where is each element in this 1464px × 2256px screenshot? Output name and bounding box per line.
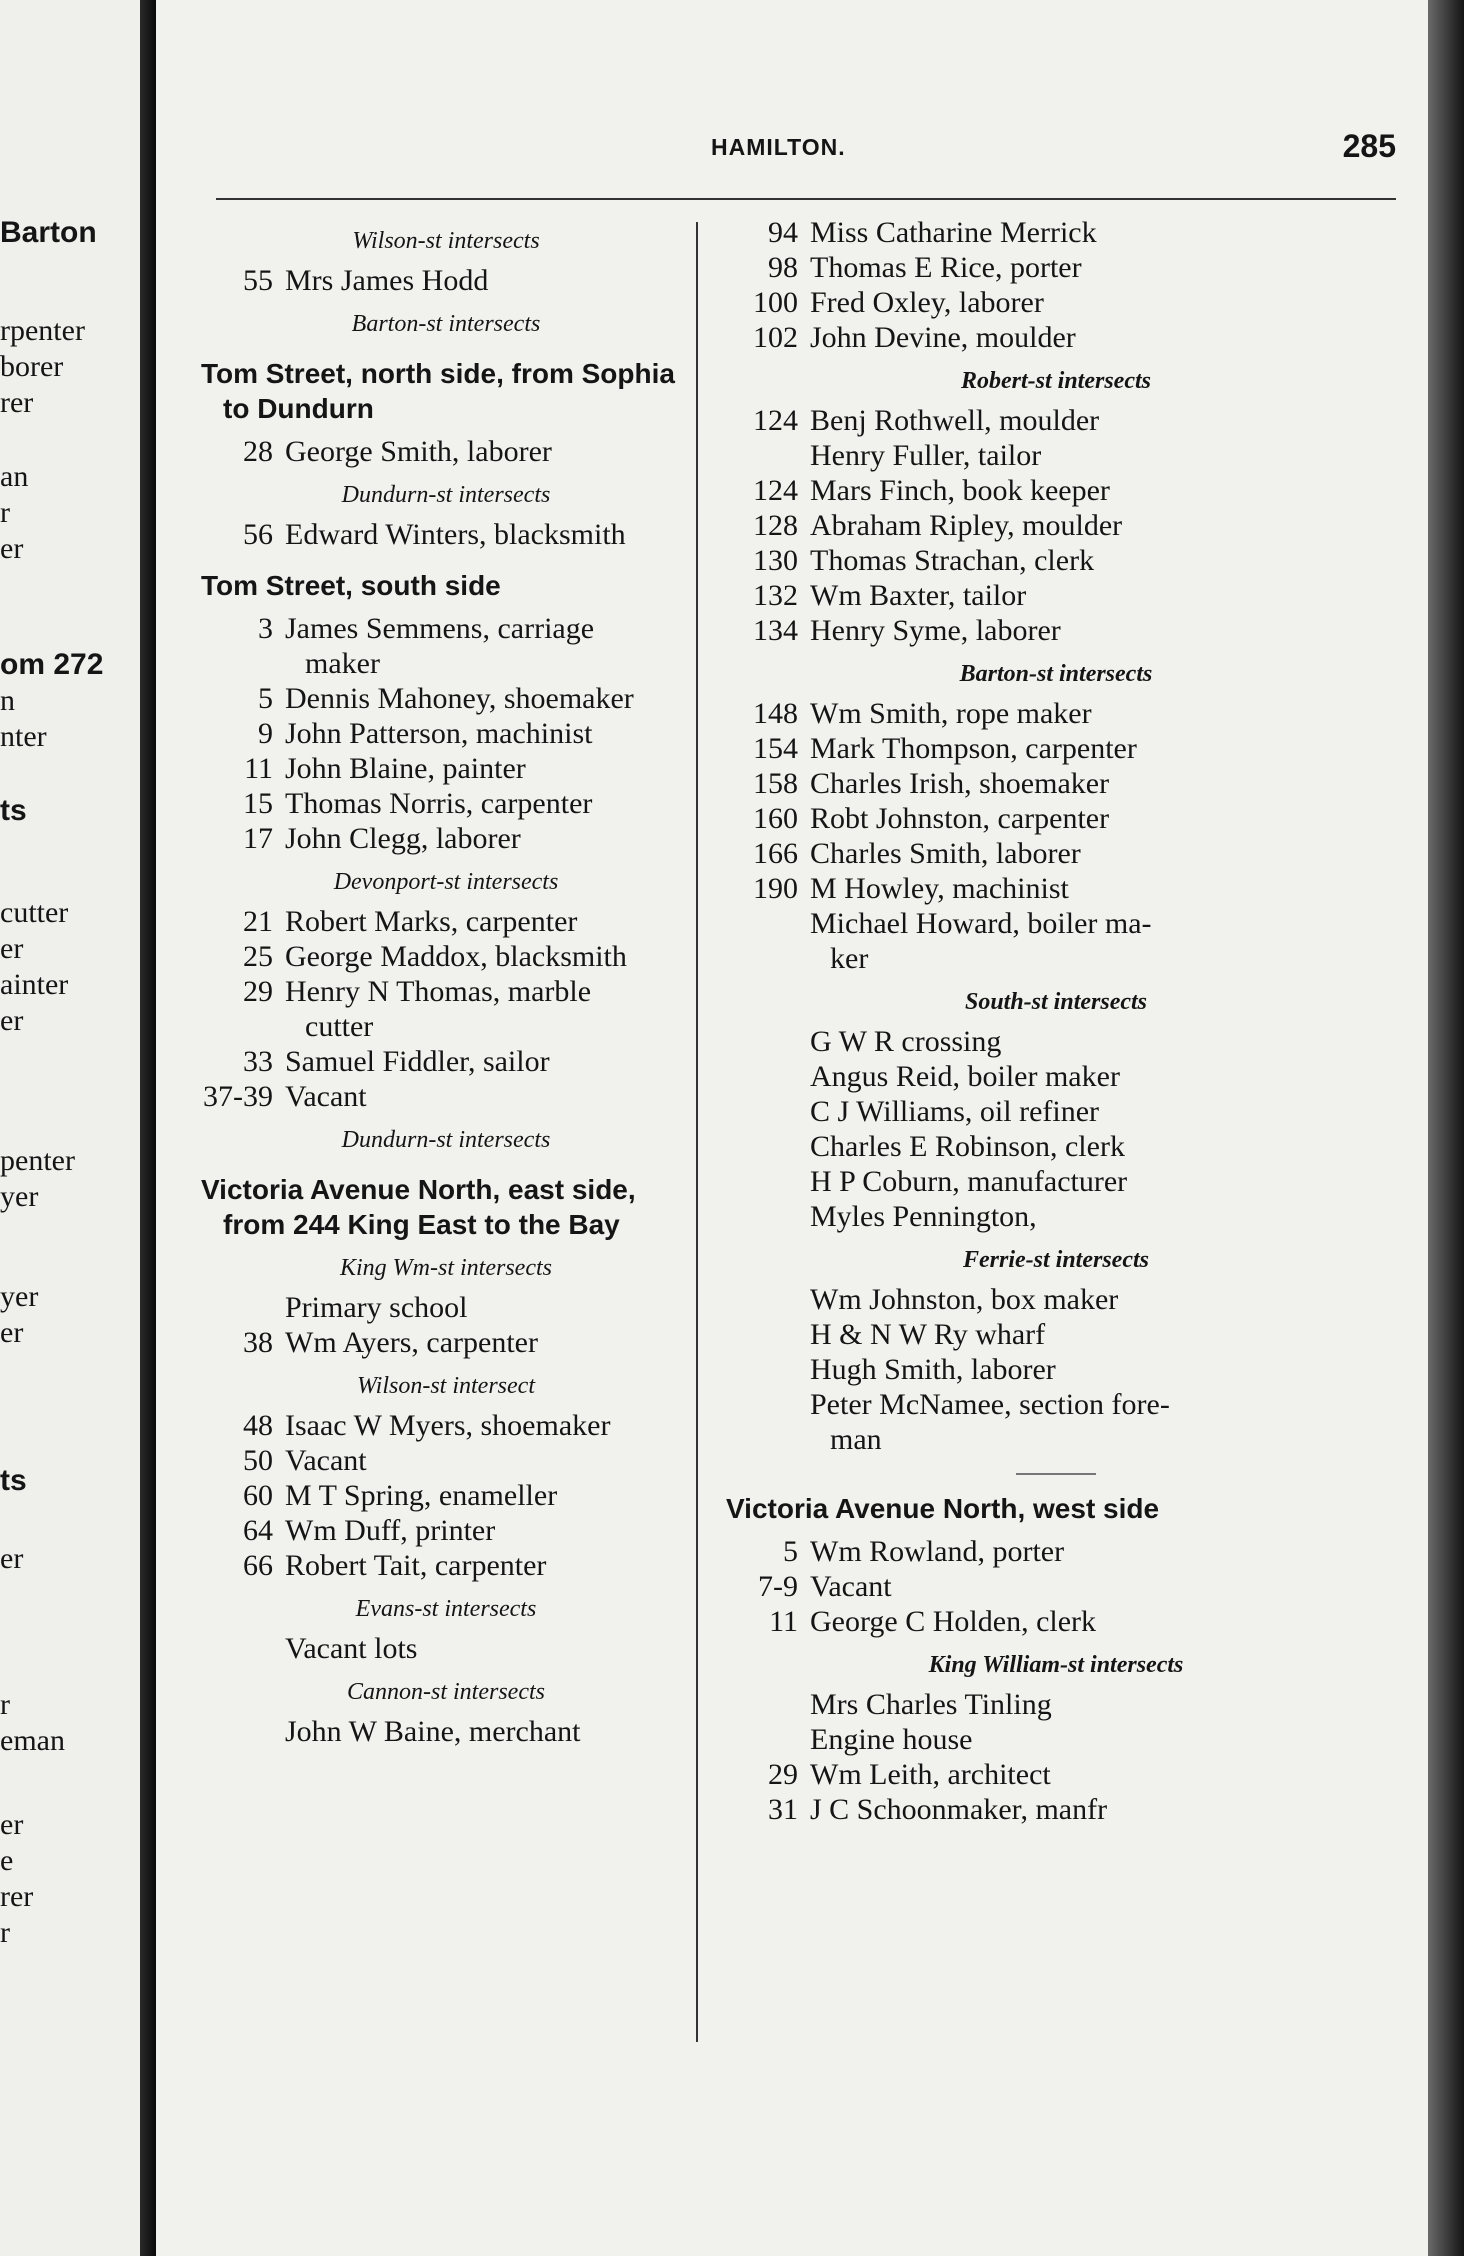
house-number: 21 xyxy=(243,905,273,938)
directory-entry xyxy=(726,1604,1386,1639)
house-number: 166 xyxy=(753,837,798,870)
house-number: 50 xyxy=(243,1444,273,1477)
facing-page-fragment xyxy=(0,0,140,2256)
house-number: 66 xyxy=(243,1549,273,1582)
right-column xyxy=(726,215,1386,1827)
directory-entry xyxy=(201,1548,691,1583)
page-edge xyxy=(1428,0,1464,2256)
entry-continuation: man xyxy=(830,1423,882,1456)
entry-continuation: cutter xyxy=(305,1010,374,1043)
resident-name: Myles Pennington, xyxy=(810,1200,1037,1233)
directory-entry xyxy=(726,696,1386,731)
facing-page-text: yer xyxy=(0,1180,39,1213)
resident-name: M Howley, machinist xyxy=(810,872,1069,905)
street-heading: Victoria Avenue North, west side xyxy=(726,1493,1160,1524)
directory-entry xyxy=(201,821,691,856)
house-number: 124 xyxy=(753,404,798,437)
resident-name: H & N W Ry wharf xyxy=(810,1318,1046,1351)
page-gutter-shadow xyxy=(140,0,156,2256)
facing-page-text: eman xyxy=(0,1724,65,1757)
directory-entry xyxy=(726,473,1386,508)
resident-name: Vacant xyxy=(285,1080,367,1113)
directory-entry xyxy=(726,543,1386,578)
facing-page-text: er xyxy=(0,1004,24,1037)
cross-street-label: Dundurn-st intersects xyxy=(341,482,551,508)
facing-page-text: er xyxy=(0,932,24,965)
resident-name: Wm Baxter, tailor xyxy=(810,579,1027,612)
directory-entry xyxy=(726,1722,1386,1757)
directory-entry xyxy=(726,1569,1386,1604)
running-head: HAMILTON. xyxy=(711,134,846,160)
house-number: 55 xyxy=(243,264,273,297)
directory-entry xyxy=(726,1164,1386,1199)
resident-name: John Patterson, machinist xyxy=(285,717,593,750)
resident-name: Charles Smith, laborer xyxy=(810,837,1081,870)
facing-page-text: er xyxy=(0,1316,24,1349)
resident-name: G W R crossing xyxy=(810,1025,1002,1058)
directory-entry xyxy=(726,285,1386,320)
house-number: 31 xyxy=(768,1793,798,1826)
house-number: 28 xyxy=(243,435,273,468)
facing-page-text: er xyxy=(0,1542,24,1575)
resident-name: J C Schoonmaker, manfr xyxy=(810,1793,1108,1826)
directory-entry xyxy=(201,751,691,786)
resident-name: C J Williams, oil refiner xyxy=(810,1095,1100,1128)
directory-entry xyxy=(201,1513,691,1548)
entry-continuation: maker xyxy=(305,647,380,680)
house-number: 148 xyxy=(753,697,798,730)
house-number: 48 xyxy=(243,1409,273,1442)
house-number: 33 xyxy=(243,1045,273,1078)
house-number: 17 xyxy=(243,822,273,855)
directory-entry xyxy=(201,939,691,974)
house-number: 64 xyxy=(243,1514,273,1547)
resident-name: Charles E Robinson, clerk xyxy=(810,1130,1125,1163)
house-number: 5 xyxy=(783,1535,798,1568)
directory-entry xyxy=(201,1044,691,1079)
resident-name: Robert Marks, carpenter xyxy=(285,905,578,938)
directory-entry xyxy=(726,1059,1386,1094)
directory-entry xyxy=(726,613,1386,648)
house-number: 29 xyxy=(243,975,273,1008)
directory-entry xyxy=(726,1024,1386,1059)
cross-street-label: Wilson-st intersect xyxy=(357,1373,535,1399)
directory-entry xyxy=(726,906,1386,941)
resident-name: Mrs Charles Tinling xyxy=(810,1688,1052,1721)
resident-name: Thomas E Rice, porter xyxy=(810,251,1082,284)
resident-name: Wm Duff, printer xyxy=(285,1514,496,1547)
directory-entry xyxy=(726,1534,1386,1569)
facing-page-text: Barton xyxy=(0,216,97,249)
house-number: 3 xyxy=(258,612,273,645)
street-heading: Tom Street, north side, from Sophia to Dundurn xyxy=(201,358,675,424)
directory-entry xyxy=(201,681,691,716)
resident-name: Charles Irish, shoemaker xyxy=(810,767,1110,800)
cross-street-label: King Wm-st intersects xyxy=(340,1255,552,1281)
directory-entry xyxy=(726,731,1386,766)
resident-name: Wm Rowland, porter xyxy=(810,1535,1065,1568)
facing-page-text: e xyxy=(0,1844,14,1877)
directory-entry xyxy=(201,1290,691,1325)
directory-entry xyxy=(726,1199,1386,1234)
directory-entry xyxy=(726,836,1386,871)
facing-page-text: r xyxy=(0,496,10,529)
directory-entry xyxy=(726,578,1386,613)
resident-name: H P Coburn, manufacturer xyxy=(810,1165,1128,1198)
resident-name: James Semmens, carriage xyxy=(285,612,595,645)
resident-name: Wm Leith, architect xyxy=(810,1758,1051,1791)
directory-entry xyxy=(201,716,691,751)
resident-name: Wm Johnston, box maker xyxy=(810,1283,1119,1316)
house-number: 130 xyxy=(753,544,798,577)
resident-name: John Blaine, painter xyxy=(285,752,526,785)
house-number: 160 xyxy=(753,802,798,835)
facing-page-text: ts xyxy=(0,1464,27,1497)
resident-name: Wm Smith, rope maker xyxy=(810,697,1092,730)
directory-entry xyxy=(726,508,1386,543)
directory-page xyxy=(156,0,1428,2256)
resident-name: Thomas Norris, carpenter xyxy=(285,787,593,820)
column-divider xyxy=(696,222,698,2042)
resident-name: Mark Thompson, carpenter xyxy=(810,732,1137,765)
resident-name: Dennis Mahoney, shoemaker xyxy=(285,682,634,715)
house-number: 190 xyxy=(753,872,798,905)
section-divider xyxy=(1016,1473,1096,1475)
cross-street-label: King William-st intersects xyxy=(928,1652,1184,1678)
resident-name: M T Spring, enameller xyxy=(285,1479,558,1512)
directory-entry xyxy=(201,1079,691,1114)
resident-name: George C Holden, clerk xyxy=(810,1605,1097,1638)
house-number: 128 xyxy=(753,509,798,542)
resident-name: Isaac W Myers, shoemaker xyxy=(285,1409,611,1442)
resident-name: George Maddox, blacksmith xyxy=(285,940,627,973)
resident-name: Benj Rothwell, moulder xyxy=(810,404,1100,437)
cross-street-label: Robert-st intersects xyxy=(961,368,1151,394)
directory-entry xyxy=(201,1478,691,1513)
house-number: 102 xyxy=(753,321,798,354)
directory-entry xyxy=(726,1687,1386,1722)
directory-entry xyxy=(726,1282,1386,1317)
resident-name: Engine house xyxy=(810,1723,973,1756)
directory-entry xyxy=(726,320,1386,355)
house-number: 7-9 xyxy=(758,1570,798,1603)
directory-entry xyxy=(726,1792,1386,1827)
resident-name: Hugh Smith, laborer xyxy=(810,1353,1056,1386)
directory-entry xyxy=(201,1408,691,1443)
facing-page-text: rpenter xyxy=(0,314,85,347)
house-number: 132 xyxy=(753,579,798,612)
directory-entry xyxy=(201,1714,691,1749)
house-number: 38 xyxy=(243,1326,273,1359)
facing-page-text: om 272 xyxy=(0,648,104,681)
directory-entry xyxy=(726,438,1386,473)
street-heading: Victoria Avenue North, east side, from 244 King East to the Bay xyxy=(201,1174,636,1240)
entry-continuation: ker xyxy=(830,942,869,975)
house-number: 29 xyxy=(768,1758,798,1791)
directory-entry xyxy=(726,871,1386,906)
resident-name: Henry N Thomas, marble xyxy=(285,975,592,1008)
facing-page-text: penter xyxy=(0,1144,75,1177)
resident-name: Samuel Fiddler, sailor xyxy=(285,1045,550,1078)
resident-name: Henry Syme, laborer xyxy=(810,614,1061,647)
facing-page-text: er xyxy=(0,1808,24,1841)
cross-street-label: Ferrie-st intersects xyxy=(963,1247,1149,1273)
resident-name: Mars Finch, book keeper xyxy=(810,474,1110,507)
house-number: 56 xyxy=(243,518,273,551)
resident-name: Michael Howard, boiler ma- xyxy=(810,907,1152,940)
left-column xyxy=(201,215,691,1749)
house-number: 25 xyxy=(243,940,273,973)
house-number: 5 xyxy=(258,682,273,715)
page-header xyxy=(216,128,1396,168)
cross-street-label: Barton-st intersects xyxy=(959,661,1153,687)
resident-name: Robert Tait, carpenter xyxy=(285,1549,547,1582)
cross-street-label: Barton-st intersects xyxy=(351,311,541,337)
header-rule xyxy=(216,198,1396,200)
house-number: 94 xyxy=(768,216,798,249)
resident-name: Thomas Strachan, clerk xyxy=(810,544,1095,577)
directory-entry xyxy=(726,1757,1386,1792)
page-number: 285 xyxy=(1342,128,1396,164)
directory-entry xyxy=(726,250,1386,285)
resident-name: Miss Catharine Merrick xyxy=(810,216,1097,249)
street-heading: Tom Street, south side xyxy=(201,570,501,601)
directory-entry xyxy=(201,904,691,939)
directory-entry xyxy=(726,1317,1386,1352)
facing-page-text: rer xyxy=(0,386,34,419)
facing-page-text: nter xyxy=(0,720,47,753)
house-number: 158 xyxy=(753,767,798,800)
directory-entry xyxy=(201,786,691,821)
directory-entry xyxy=(726,1352,1386,1387)
directory-entry xyxy=(201,434,691,469)
facing-page-text: er xyxy=(0,532,24,565)
resident-name: Peter McNamee, section fore- xyxy=(810,1388,1170,1421)
facing-page-text: ts xyxy=(0,794,27,827)
facing-page-text: borer xyxy=(0,350,64,383)
resident-name: John W Baine, merchant xyxy=(285,1715,581,1748)
house-number: 100 xyxy=(753,286,798,319)
resident-name: Wm Ayers, carpenter xyxy=(285,1326,538,1359)
directory-entry xyxy=(201,517,691,552)
facing-page-text: r xyxy=(0,1916,10,1949)
house-number: 134 xyxy=(753,614,798,647)
house-number: 11 xyxy=(244,752,273,785)
house-number: 154 xyxy=(753,732,798,765)
resident-name: John Devine, moulder xyxy=(810,321,1076,354)
cross-street-label: Evans-st intersects xyxy=(355,1596,537,1622)
cross-street-label: Wilson-st intersects xyxy=(352,228,540,254)
resident-name: George Smith, laborer xyxy=(285,435,552,468)
directory-entry xyxy=(201,974,691,1009)
house-number: 98 xyxy=(768,251,798,284)
resident-name: Angus Reid, boiler maker xyxy=(810,1060,1120,1093)
directory-entry xyxy=(201,1443,691,1478)
directory-entry xyxy=(201,1325,691,1360)
directory-entry xyxy=(726,766,1386,801)
resident-name: Primary school xyxy=(285,1291,468,1324)
directory-entry xyxy=(726,801,1386,836)
resident-name: Vacant xyxy=(810,1570,892,1603)
house-number: 11 xyxy=(769,1605,798,1638)
facing-page-text: n xyxy=(0,684,15,717)
resident-name: Henry Fuller, tailor xyxy=(810,439,1042,472)
resident-name: Edward Winters, blacksmith xyxy=(285,518,626,551)
house-number: 124 xyxy=(753,474,798,507)
directory-entry xyxy=(201,1631,691,1666)
facing-page-text: rer xyxy=(0,1880,34,1913)
directory-entry xyxy=(201,263,691,298)
cross-street-label: South-st intersects xyxy=(964,989,1148,1015)
directory-entry xyxy=(726,1387,1386,1422)
facing-page-text: an xyxy=(0,460,29,493)
house-number: 60 xyxy=(243,1479,273,1512)
resident-name: Vacant xyxy=(285,1444,367,1477)
facing-page-text: ainter xyxy=(0,968,69,1001)
resident-name: Abraham Ripley, moulder xyxy=(810,509,1123,542)
resident-name: Vacant lots xyxy=(285,1632,418,1665)
resident-name: John Clegg, laborer xyxy=(285,822,521,855)
resident-name: Fred Oxley, laborer xyxy=(810,286,1044,319)
house-number: 9 xyxy=(258,717,273,750)
cross-street-label: Dundurn-st intersects xyxy=(341,1127,551,1153)
facing-page-text: r xyxy=(0,1688,10,1721)
facing-page-text: cutter xyxy=(0,896,69,929)
facing-page-text: yer xyxy=(0,1280,39,1313)
resident-name: Mrs James Hodd xyxy=(285,264,489,297)
directory-entry xyxy=(726,215,1386,250)
resident-name: Robt Johnston, carpenter xyxy=(810,802,1110,835)
cross-street-label: Cannon-st intersects xyxy=(347,1679,545,1705)
cross-street-label: Devonport-st intersects xyxy=(333,869,559,895)
directory-entry xyxy=(726,1094,1386,1129)
directory-entry xyxy=(726,403,1386,438)
house-number: 15 xyxy=(243,787,273,820)
directory-entry xyxy=(726,1129,1386,1164)
house-number: 37-39 xyxy=(203,1080,273,1113)
directory-entry xyxy=(201,611,691,646)
